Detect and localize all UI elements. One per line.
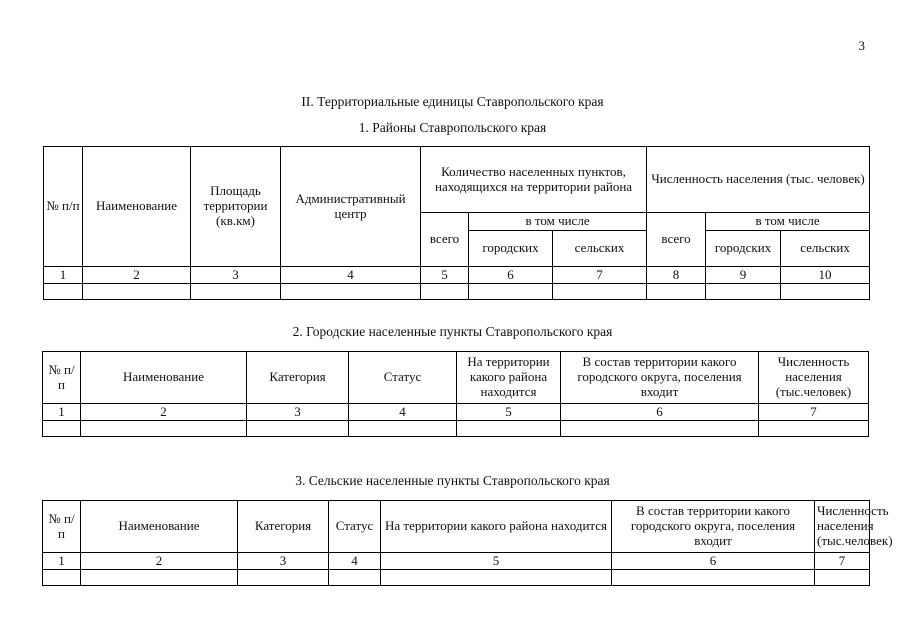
column-number: 4 bbox=[329, 553, 381, 570]
header-district: На территории какого района находится bbox=[381, 501, 612, 553]
header-category: Категория bbox=[247, 352, 349, 404]
table2-title: 2. Городские населенные пункты Ставропольского края bbox=[292, 324, 613, 339]
empty-cell bbox=[281, 284, 421, 300]
empty-cell bbox=[612, 570, 815, 586]
column-number: 1 bbox=[43, 404, 81, 421]
table1-title: 1. Районы Ставропольского края bbox=[358, 120, 547, 135]
column-number: 9 bbox=[706, 267, 781, 284]
rural-settlements-table bbox=[42, 500, 893, 586]
column-number: 1 bbox=[44, 267, 83, 284]
header-status: Статус bbox=[329, 501, 381, 553]
header-settlements-urban: городских bbox=[469, 231, 553, 267]
empty-cell bbox=[191, 284, 281, 300]
header-num: № п/п bbox=[43, 352, 81, 404]
column-number: 2 bbox=[81, 404, 247, 421]
empty-cell bbox=[561, 421, 759, 437]
column-number: 5 bbox=[457, 404, 561, 421]
column-number: 4 bbox=[281, 267, 421, 284]
empty-cell bbox=[43, 421, 81, 437]
districts-table bbox=[43, 146, 870, 300]
column-number: 7 bbox=[815, 553, 870, 570]
column-number: 6 bbox=[561, 404, 759, 421]
empty-cell bbox=[44, 284, 83, 300]
header-name: Наименование bbox=[83, 147, 191, 267]
column-number: 2 bbox=[81, 553, 238, 570]
header-name: Наименование bbox=[81, 501, 238, 553]
empty-cell bbox=[647, 284, 706, 300]
header-settlements-including: в том числе bbox=[469, 213, 647, 231]
empty-cell bbox=[381, 570, 612, 586]
column-number: 5 bbox=[381, 553, 612, 570]
header-area: Площадь территории (кв.км) bbox=[191, 147, 281, 267]
header-status: Статус bbox=[349, 352, 457, 404]
column-number: 4 bbox=[349, 404, 457, 421]
header-settlements-total: всего bbox=[421, 213, 469, 267]
empty-cell bbox=[781, 284, 870, 300]
section-title: II. Территориальные единицы Ставропольского края bbox=[301, 94, 604, 109]
empty-row bbox=[43, 570, 870, 586]
page-number: 3 bbox=[858, 38, 865, 53]
column-number: 10 bbox=[781, 267, 870, 284]
header-name: Наименование bbox=[81, 352, 247, 404]
empty-row bbox=[43, 421, 869, 437]
empty-cell bbox=[815, 570, 870, 586]
header-num: № п/п bbox=[44, 147, 83, 267]
column-number: 3 bbox=[238, 553, 329, 570]
empty-cell bbox=[238, 570, 329, 586]
table3-title: 3. Сельские населенные пункты Ставропольского края bbox=[295, 473, 610, 488]
header-municipality: В состав территории какого городского округа, поселения входит bbox=[561, 352, 759, 404]
empty-cell bbox=[421, 284, 469, 300]
empty-cell bbox=[43, 570, 81, 586]
empty-cell bbox=[759, 421, 869, 437]
header-district: На территории какого района находится bbox=[457, 352, 561, 404]
empty-row bbox=[44, 284, 870, 300]
header-population: Численность населения (тыс. человек) bbox=[647, 147, 870, 213]
column-number: 8 bbox=[647, 267, 706, 284]
empty-cell bbox=[247, 421, 349, 437]
header-municipality: В состав территории какого городского округа, поселения входит bbox=[612, 501, 815, 553]
column-number: 1 bbox=[43, 553, 81, 570]
column-number: 6 bbox=[612, 553, 815, 570]
empty-cell bbox=[706, 284, 781, 300]
empty-cell bbox=[81, 421, 247, 437]
column-number: 7 bbox=[759, 404, 869, 421]
header-num: № п/п bbox=[43, 501, 81, 553]
empty-cell bbox=[469, 284, 553, 300]
column-number: 3 bbox=[191, 267, 281, 284]
header-population-rural: сельских bbox=[781, 231, 870, 267]
column-number: 7 bbox=[553, 267, 647, 284]
empty-cell bbox=[83, 284, 191, 300]
column-number: 2 bbox=[83, 267, 191, 284]
header-category: Категория bbox=[238, 501, 329, 553]
empty-cell bbox=[457, 421, 561, 437]
header-settlements-rural: сельских bbox=[553, 231, 647, 267]
empty-cell bbox=[349, 421, 457, 437]
header-population-urban: городских bbox=[706, 231, 781, 267]
column-number: 6 bbox=[469, 267, 553, 284]
header-population: Численность населения (тыс.человек) bbox=[759, 352, 869, 404]
empty-cell bbox=[553, 284, 647, 300]
urban-settlements-table bbox=[42, 351, 869, 437]
header-population: Численность населения (тыс.человек) bbox=[815, 501, 870, 553]
header-population-total: всего bbox=[647, 213, 706, 267]
empty-cell bbox=[81, 570, 238, 586]
header-settlements-count: Количество населенных пунктов, находящихся на территории района bbox=[421, 147, 647, 213]
column-number: 5 bbox=[421, 267, 469, 284]
empty-cell bbox=[329, 570, 381, 586]
column-number: 3 bbox=[247, 404, 349, 421]
header-admin-center: Административный центр bbox=[281, 147, 421, 267]
header-population-including: в том числе bbox=[706, 213, 870, 231]
